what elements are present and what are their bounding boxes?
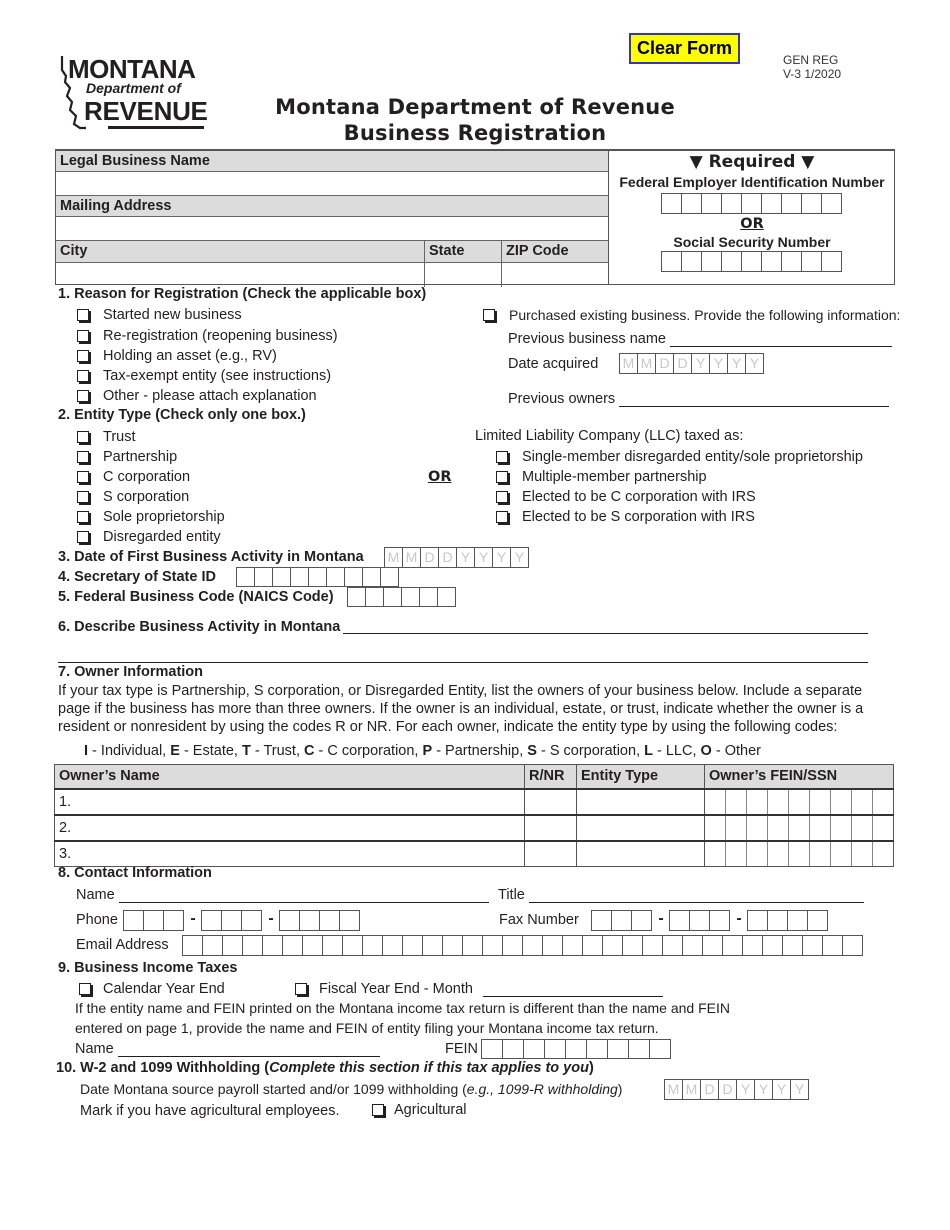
section-5-title: 5. Federal Business Code (NAICS Code) [58,589,334,605]
agricultural-note: Mark if you have agricultural employees. [80,1103,340,1119]
previous-business-name-input[interactable] [670,333,892,347]
business-info-table [55,149,895,285]
required-id-panel [608,151,895,284]
owner-fein-input[interactable] [705,815,894,841]
table-row [55,789,894,815]
fein-label: Federal Employer Identification Number [619,174,885,190]
logo-underline [108,126,204,129]
clear-form-button[interactable]: Clear Form [629,33,740,64]
section-6-title: 6. Describe Business Activity in Montana [58,619,341,635]
checkbox[interactable] [77,451,89,463]
section-2-title: 2. Entity Type (Check only one box.) [58,407,306,423]
email-input[interactable] [183,935,863,956]
alt-entity-name-field[interactable]: Name [75,1041,380,1057]
legal-business-name-label: Legal Business Name [56,151,608,172]
owner-name-input[interactable]: 1. [55,789,525,815]
fein-input-boxes[interactable] [609,193,895,214]
owner-entity-type-input[interactable] [577,815,705,841]
entity-or-label: OR [428,469,452,485]
date-acquired-input[interactable]: M M D D Y Y Y Y [620,353,764,374]
zip-input[interactable] [502,263,608,287]
fax-label: Fax Number [499,912,579,928]
owner-fein-input[interactable] [705,841,894,867]
checkbox[interactable] [77,330,89,342]
legal-business-name-input[interactable] [56,172,608,196]
naics-code-input[interactable] [348,587,456,607]
checkbox[interactable] [77,431,89,443]
section-8-title: 8. Contact Information [58,865,212,881]
checkbox[interactable] [295,983,307,995]
owner-rnr-input[interactable] [525,789,577,815]
col-entity-type: Entity Type [577,765,705,789]
llc-label: Limited Liability Company (LLC) taxed as: [475,428,744,444]
col-owner-fein: Owner’s FEIN/SSN [705,765,894,789]
owner-entity-type-input[interactable] [577,789,705,815]
contact-title-field[interactable]: Title [498,887,864,903]
secretary-of-state-id-input[interactable] [237,567,399,587]
previous-business-name-field[interactable]: Previous business name [508,331,892,347]
mailing-address-input[interactable] [56,217,608,241]
page-subtitle: Business Registration [343,121,607,145]
checkbox[interactable] [77,511,89,523]
payroll-date-label: Date Montana source payroll started and/or 1099 withholding (e.g., 1099-R withholding) [80,1081,623,1097]
owner-info-description: If your tax type is Partnership, S corporation, or Disregarded Entity, list the owners of your business below. Include a separate page if the business has more than three owners. If the owner is an individual, estate, or trust, indicate whether the owner is a resident or nonresident by using the codes R or NR. For each owner, indicate the entity type by using the following codes: [58,683,864,735]
or-label: OR [740,216,764,232]
mailing-address-label: Mailing Address [56,196,608,217]
alt-entity-note-line2: entered on page 1, provide the name and FEIN of entity filing your Montana income tax return. [75,1020,659,1036]
section-3-title: 3. Date of First Business Activity in Montana [58,549,364,565]
alt-fein-label: FEIN [445,1041,479,1057]
previous-owners-input[interactable] [619,393,889,407]
checkbox[interactable] [77,390,89,402]
state-label: State [425,241,502,262]
owner-name-input[interactable]: 3. [55,841,525,867]
section-10-title: 10. W-2 and 1099 Withholding (Complete this section if this tax applies to you) [56,1060,594,1076]
alt-entity-note-line1: If the entity name and FEIN printed on the Montana income tax return is different than the name and FEIN [75,1000,730,1016]
checkbox[interactable] [77,491,89,503]
page-title: Montana Department of Revenue [275,95,675,119]
payroll-start-date-input[interactable]: M M D D Y Y Y Y [665,1079,809,1100]
owner-table [54,764,894,867]
previous-owners-field[interactable]: Previous owners [508,391,889,407]
checkbox[interactable] [79,983,91,995]
montana-dor-logo: MONTANA Department of REVENUE [56,52,206,134]
checkbox[interactable] [372,1104,384,1116]
checkbox[interactable] [496,491,508,503]
alt-entity-name-input[interactable] [118,1043,380,1057]
checkbox[interactable] [77,471,89,483]
section-7-title: 7. Owner Information [58,664,204,680]
email-label: Email Address [76,937,169,953]
checkbox[interactable] [483,309,495,321]
ssn-label: Social Security Number [673,234,831,250]
checkbox[interactable] [77,370,89,382]
col-rnr: R/NR [525,765,577,789]
alt-fein-input[interactable] [482,1039,671,1059]
owner-entity-type-input[interactable] [577,841,705,867]
checkbox[interactable] [77,350,89,362]
checkbox[interactable] [496,471,508,483]
state-input[interactable] [425,263,502,287]
table-row [55,815,894,841]
checkbox[interactable] [77,531,89,543]
checkbox[interactable] [496,451,508,463]
ssn-input-boxes[interactable] [609,251,895,272]
owner-rnr-input[interactable] [525,815,577,841]
owner-rnr-input[interactable] [525,841,577,867]
city-input[interactable] [56,263,425,287]
fiscal-month-input[interactable] [483,983,663,997]
owner-name-input[interactable]: 2. [55,815,525,841]
required-label: ▼ Required ▼ [689,152,815,172]
section-4-title: 4. Secretary of State ID [58,569,216,585]
phone-input[interactable]: - - [124,910,360,931]
checkbox[interactable] [77,309,89,321]
section-9-title: 9. Business Income Taxes [58,960,238,976]
business-activity-input-line2[interactable] [58,648,868,663]
contact-name-field[interactable]: Name [76,887,489,903]
owner-fein-input[interactable] [705,789,894,815]
zip-label: ZIP Code [502,241,608,262]
business-activity-input-line1[interactable] [343,619,868,634]
checkbox[interactable] [496,511,508,523]
table-row [55,841,894,867]
contact-name-input[interactable] [119,889,489,903]
entity-type-codes: I - Individual, E - Estate, T - Trust, C - C corporation, P - Partnership, S - S corporation, L - LLC, O - Other [84,743,761,759]
fax-input[interactable]: - - [592,910,828,931]
col-owner-name: Owner’s Name [55,765,525,789]
section-1-title: 1. Reason for Registration (Check the applicable box) [58,286,427,302]
first-activity-date-input[interactable]: M M D D Y Y Y Y [385,547,529,568]
form-number: GEN REG V-3 1/2020 [783,53,842,81]
date-acquired-label: Date acquired [508,356,599,372]
contact-title-input[interactable] [529,889,864,903]
phone-label: Phone [76,912,118,928]
city-label: City [56,241,425,262]
